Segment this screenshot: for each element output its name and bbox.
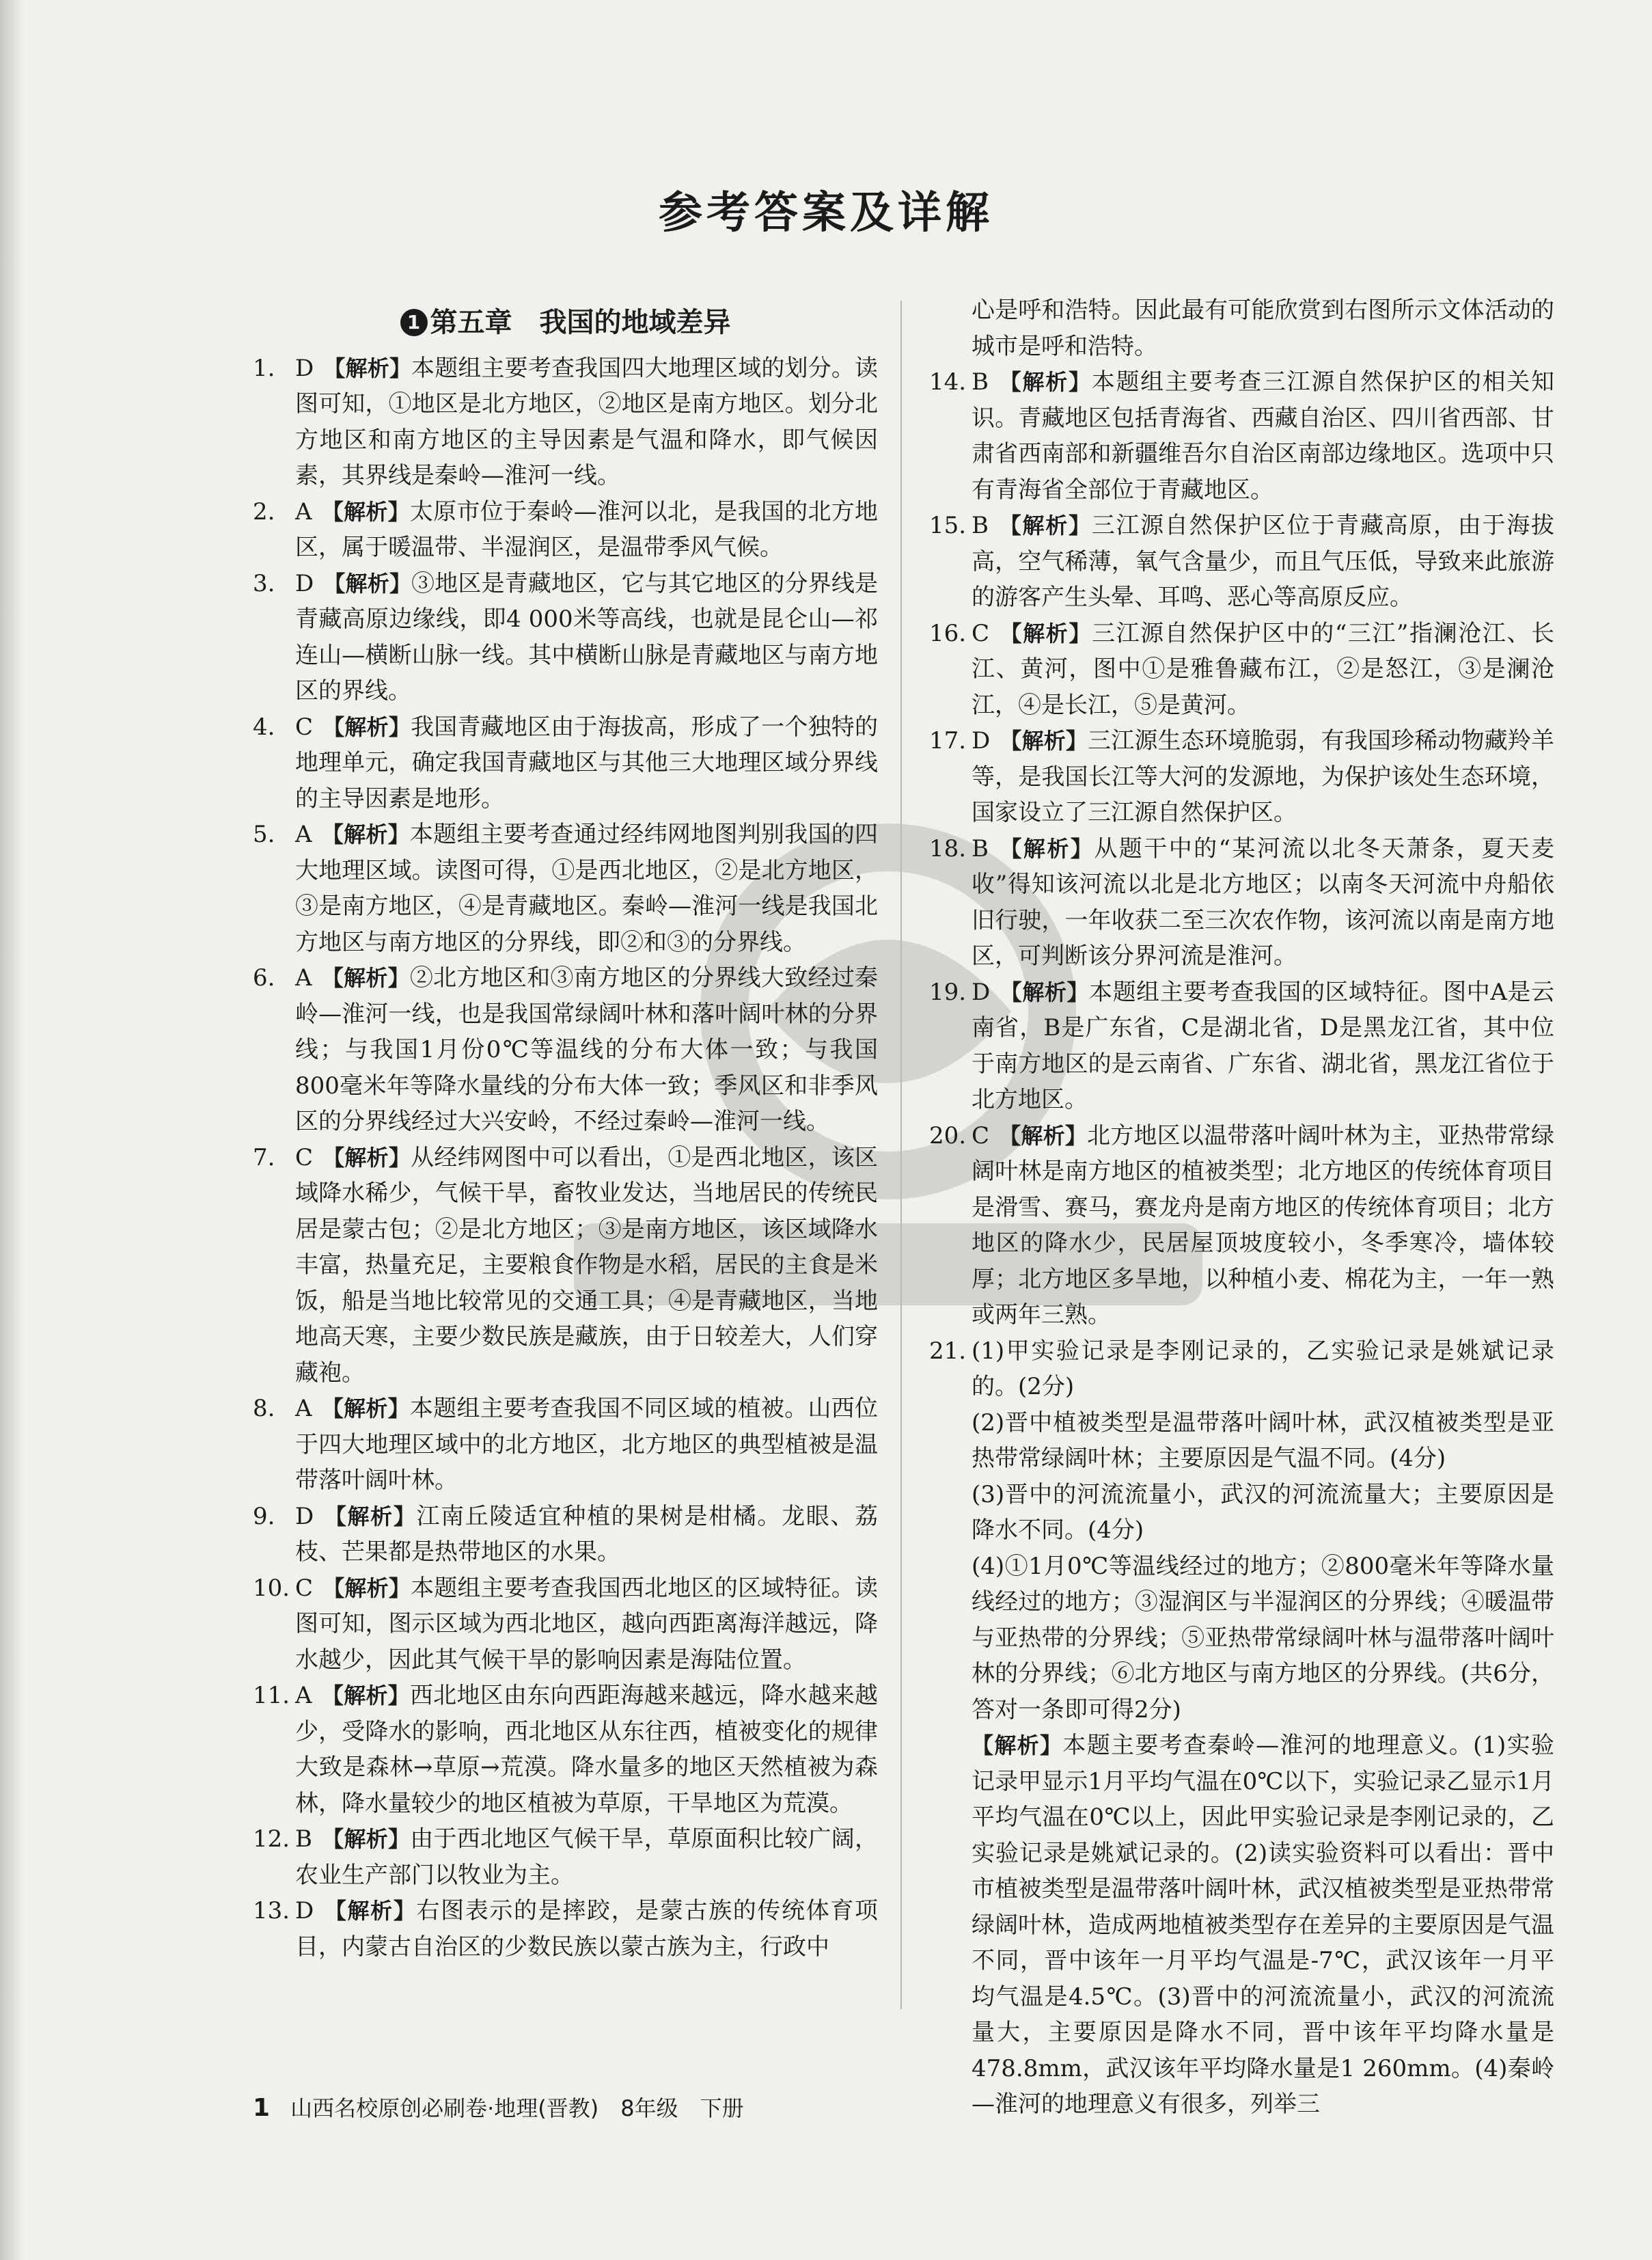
question-number: 21. [929, 1337, 967, 1365]
answer-choice: B [972, 834, 989, 862]
answer-choice: A [295, 821, 312, 848]
question-number: 10. [253, 1574, 290, 1602]
answer-explanation: 右图表示的是摔跤，是蒙古族的传统体育项目，内蒙古自治区的少数民族以蒙古族为主，行政中 [295, 1897, 878, 1961]
answer-choice: D [295, 354, 314, 382]
page-edge-shadow [0, 0, 25, 2260]
answer-13-continuation: 心是呼和浩特。因此最有可能欣赏到右图所示文体活动的城市是呼和浩特。 [972, 297, 1554, 360]
question-number: 4. [253, 713, 275, 741]
answer-choice: D [295, 569, 314, 597]
answer-item [253, 960, 878, 1140]
question-number: 12. [253, 1825, 290, 1853]
question-number: 18. [929, 834, 967, 862]
analysis-tag: 【解析】 [322, 1826, 411, 1852]
question-number: 3. [253, 569, 275, 597]
answer-choice: A [295, 1395, 312, 1422]
answer-choice: B [295, 1825, 312, 1853]
answer-item [929, 508, 1554, 616]
question-number: 1. [253, 354, 275, 382]
analysis-tag: 【解析】 [321, 821, 410, 847]
answer-item [253, 1570, 878, 1678]
analysis-tag: 【解析】 [322, 1144, 411, 1171]
answer-explanation: 北方地区以温带落叶阔叶林为主，亚热带常绿阔叶林是南方地区的植被类型；北方地区的传统体育项目是滑雪、赛马，赛龙舟是南方地区的传统体育项目；北方地区的降水少，民居屋顶坡度较小，冬季寒冷，墙体较厚；北方地区多旱地，以种植小麦、棉花为主，一年一熟或两年三熟。 [972, 1121, 1554, 1329]
answer-choice: B [972, 368, 989, 396]
column-divider [900, 301, 902, 2009]
answer-explanation: 江南丘陵适宜种植的果树是柑橘。龙眼、荔枝、芒果都是热带地区的水果。 [295, 1502, 878, 1566]
answer-explanation: 太原市位于秦岭—淮河以北，是我国的北方地区，属于暖温带、半湿润区，是温带季风气候。 [295, 498, 878, 561]
answer-choice: A [295, 1682, 312, 1709]
left-answer-list [253, 351, 878, 1965]
answer-item [929, 975, 1554, 1118]
answer-item [253, 1499, 878, 1570]
analysis-tag: 【解析】 [321, 965, 410, 991]
answer-choice: C [295, 1574, 314, 1602]
answer-explanation: 本题组主要考查三江源自然保护区的相关知识。青藏地区包括青海省、西藏自治区、四川省西部、甘肃省西南部和新疆维吾尔自治区南部边缘地区。选项中只有青海省全部位于青藏地区。 [972, 368, 1554, 504]
answer-item [253, 351, 878, 494]
question-number: 5. [253, 821, 275, 848]
analysis-tag: 【解析】 [1000, 979, 1090, 1005]
answer-explanation: 三江源自然保护区位于青藏高原，由于海拔高，空气稀薄，氧气含量少，而且气压低，导致来此旅游的游客产生头晕、耳鸣、恶心等高原反应。 [972, 512, 1554, 611]
answer-choice: A [295, 964, 312, 992]
question-number: 11. [253, 1682, 290, 1709]
answer-item [253, 1391, 878, 1499]
analysis-tag: 【解析】 [321, 1683, 410, 1708]
chapter-title: 第五章 我国的地域差异 [430, 307, 731, 338]
answer-explanation: 由于西北地区气候干旱，草原面积比较广阔，农业生产部门以牧业为主。 [295, 1825, 878, 1889]
analysis-tag: 【解析】 [323, 355, 412, 381]
answer-21 [929, 1333, 1554, 2123]
question-number: 6. [253, 964, 275, 992]
answer-item [929, 831, 1554, 975]
answer-explanation: 从题干中的“某河流以北冬天萧条，夏天麦收”得知该河流以北是北方地区；以南冬天河流中舟船依旧行驶，一年收获二至三次农作物，该河流以南是南方地区，可判断该分界河流是淮河。 [972, 834, 1554, 970]
answer-21-part: (2)晋中植被类型是温带落叶阔叶林，武汉植被类型是亚热带常绿阔叶林；主要原因是气温不同。(4分) [972, 1408, 1554, 1472]
question-number: 14. [929, 368, 967, 396]
analysis-tag: 【解析】 [998, 513, 1092, 539]
answer-21-part [929, 1333, 1554, 1405]
analysis-tag: 【解析】 [998, 369, 1092, 395]
answer-choice: C [972, 619, 990, 647]
answer-choice: C [972, 1121, 990, 1149]
answer-explanation: ②北方地区和③南方地区的分界线大致经过秦岭—淮河一线，也是我国常绿阔叶林和落叶阔叶林的分界线；与我国1月份0℃等温线的分布大体一致；与我国800毫米年等降水量线的分布大体一致；季风区和非季风区的分界线经过大兴安岭，不经过秦岭—淮河一线。 [295, 964, 878, 1135]
page-title: 参考答案及详解 [659, 188, 993, 239]
answer-explanation: ③地区是青藏地区，它与其它地区的分界线是青藏高原边缘线，即4 000米等高线，也就是昆仑山—祁连山—横断山脉一线。其中横断山脉是青藏地区与南方地区的界线。 [295, 569, 878, 705]
answer-21-part: (3)晋中的河流流量小，武汉的河流流量大；主要原因是降水不同。(4分) [972, 1480, 1554, 1544]
analysis-tag: 【解析】 [972, 1732, 1063, 1758]
answer-choice: B [972, 512, 989, 539]
answer-item [253, 1140, 878, 1391]
answer-item [253, 1893, 878, 1965]
answer-choice: D [295, 1502, 314, 1530]
question-number: 15. [929, 512, 967, 539]
analysis-tag: 【解析】 [322, 1575, 411, 1601]
question-number: 19. [929, 978, 967, 1006]
analysis-tag: 【解析】 [323, 570, 412, 597]
analysis-tag: 【解析】 [321, 498, 410, 525]
question-number: 20. [929, 1121, 967, 1149]
answer-21-part: (4)①1月0℃等温线经过的地方；②800毫米年等降水量线经过的地方；③湿润区与半湿润区的分界线；④暖温带与亚热带的分界线；⑤亚热带常绿阔叶林与温带落叶阔叶林的分界线；⑥北方地区与南方地区的分界线。(共6分，答对一条即可得2分) [972, 1552, 1554, 1724]
analysis-tag: 【解析】 [999, 620, 1092, 646]
answer-choice: D [972, 978, 991, 1006]
left-column [253, 305, 878, 1965]
answer-21-part-text: (1)甲实验记录是李刚记录的，乙实验记录是姚斌记录的。(2分) [972, 1337, 1554, 1400]
analysis-tag: 【解析】 [322, 713, 411, 740]
answer-explanation: 本题组主要考查我国的区域特征。图中A是云南省，B是广东省，C是湖北省，D是黑龙江省，其中位于南方地区的是云南省、广东省、湖北省，黑龙江省位于北方地区。 [972, 978, 1554, 1113]
question-number: 17. [929, 727, 967, 754]
right-column [929, 292, 1554, 2123]
answer-choice: D [295, 1897, 314, 1924]
page-footer [253, 2091, 744, 2123]
page-number: 1 [253, 2094, 271, 2122]
answer-choice: C [295, 713, 314, 741]
question-number: 8. [253, 1395, 275, 1422]
question-number: 7. [253, 1143, 275, 1171]
question-number: 2. [253, 498, 275, 526]
chapter-number-badge: 1 [400, 309, 428, 336]
answer-item [253, 1821, 878, 1893]
answer-item [253, 566, 878, 709]
answer-explanation: 三江源自然保护区中的“三江”指澜沧江、长江、黄河，图中①是雅鲁藏布江，②是怒江，③是澜沧江，④是长江，⑤是黄河。 [972, 619, 1554, 719]
answer-explanation: 本题组主要考查我国四大地理区域的划分。读图可知，①地区是北方地区，②地区是南方地区。划分北方地区和南方地区的主导因素是气温和降水，即气候因素，其界线是秦岭—淮河一线。 [295, 354, 878, 489]
question-number: 9. [253, 1502, 275, 1530]
analysis-tag: 【解析】 [999, 1122, 1088, 1149]
answer-explanation: 西北地区由东向西距海越来越远，降水越来越少，受降水的影响，西北地区从东往西，植被变化的规律大致是森林→草原→荒漠。降水量多的地区天然植被为森林，降水量较少的地区植被为草原，干旱地区为荒漠。 [295, 1682, 878, 1817]
answer-item [253, 1678, 878, 1821]
answer-explanation: 本题组主要考查我国不同区域的植被。山西位于四大地理区域中的北方地区，北方地区的典型植被是温带落叶阔叶林。 [295, 1395, 878, 1494]
answer-explanation: 我国青藏地区由于海拔高，形成了一个独特的地理单元，确定我国青藏地区与其他三大地理区域分界线的主导因素是地形。 [295, 713, 878, 813]
answer-explanation: 本题组主要考查我国西北地区的区域特征。读图可知，图示区域为西北地区，越向西距离海洋越远，降水越少，因此其气候干旱的影响因素是海陆位置。 [295, 1574, 878, 1674]
analysis-tag: 【解析】 [323, 1503, 417, 1529]
analysis-tag: 【解析】 [1000, 728, 1088, 754]
answer-21-explanation [929, 1728, 1554, 2123]
answer-explanation: 三江源生态环境脆弱，有我国珍稀动物藏羚羊等，是我国长江等大河的发源地，为保护该处生态环境，国家设立了三江源自然保护区。 [972, 727, 1554, 826]
book-title: 山西名校原创必刷卷·地理(晋教) 8年级 下册 [290, 2095, 744, 2121]
answer-item [253, 494, 878, 566]
question-number: 13. [253, 1897, 290, 1924]
answer-item [253, 709, 878, 817]
answer-choice: C [295, 1143, 314, 1171]
answer-item [929, 1118, 1554, 1333]
answer-choice: A [295, 498, 312, 526]
answer-item [929, 616, 1554, 724]
answer-item [929, 364, 1554, 508]
answer-explanation: 从经纬网图中可以看出，①是西北地区，该区域降水稀少，气候干旱，畜牧业发达，当地居民的传统民居是蒙古包；②是北方地区；③是南方地区，该区域降水丰富，热量充足，主要粮食作物是水稻，居民的主食是米饭，船是当地比较常见的交通工具；④是青藏地区，当地地高天寒，主要少数民族是藏族，由于日较差大，人们穿藏袍。 [295, 1143, 878, 1387]
chapter-heading [253, 305, 878, 341]
answer-item [929, 723, 1554, 831]
answer-explanation: 本题组主要考查通过经纬网地图判别我国的四大地理区域。读图可得，①是西北地区，②是北方地区，③是南方地区，④是青藏地区。秦岭—淮河一线是我国北方地区与南方地区的分界线，即②和③的分界线。 [295, 821, 878, 956]
analysis-tag: 【解析】 [998, 835, 1095, 862]
question-number: 16. [929, 619, 967, 647]
right-answer-list [929, 364, 1554, 1333]
answer-21-explanation-text: 本题主要考查秦岭—淮河的地理意义。(1)实验记录甲显示1月平均气温在0℃以下，实验记录乙显示1月平均气温在0℃以上，因此甲实验记录是李刚记录的，乙实验记录是姚斌记录的。(2)读实验资料可以看出：晋中市植被类型是温带落叶阔叶林，武汉植被类型是亚热带常绿阔叶林，造成两地植被类型存在差异的主要原因是气温不同，晋中该年一月平均气温是-7℃，武汉该年一月平均气温是4.5℃。(3)晋中的河流流量小，武汉的河流流量大，主要原因是降水不同，晋中该年平均降水量是478.8mm，武汉该年平均降水量是1 260mm。(4)秦岭—淮河的地理意义有很多，列举三 [972, 1732, 1554, 2118]
answer-item [253, 817, 878, 960]
analysis-tag: 【解析】 [321, 1396, 410, 1421]
answer-choice: D [972, 727, 991, 754]
analysis-tag: 【解析】 [323, 1898, 417, 1924]
